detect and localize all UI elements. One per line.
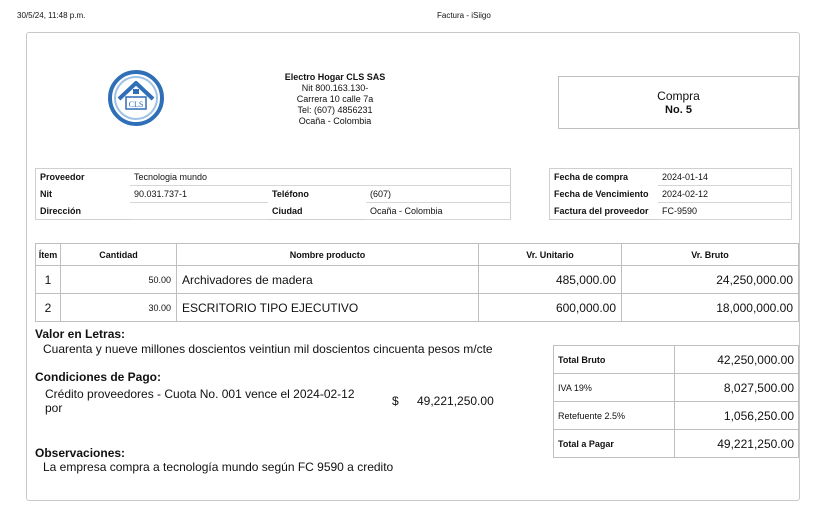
item-quantity: 30.00 (61, 294, 177, 322)
document-type: Compra (657, 89, 700, 103)
factura-proveedor-value: FC-9590 (658, 203, 792, 220)
col-item: Ítem (36, 244, 61, 266)
item-number: 2 (36, 294, 61, 322)
provider-table (35, 168, 511, 220)
telefono-value: (607) (366, 186, 511, 203)
retefuente-label: Retefuente 2.5% (554, 402, 675, 430)
document-number: No. 5 (665, 104, 692, 116)
company-city: Ocaña - Colombia (298, 116, 372, 126)
ciudad-value: Ocaña - Colombia (366, 203, 511, 220)
condiciones-title: Condiciones de Pago: (35, 370, 162, 384)
totals-table (553, 345, 799, 458)
item-name: Archivadores de madera (177, 266, 479, 294)
factura-proveedor-label: Factura del proveedor (554, 205, 649, 216)
company-logo-icon (107, 69, 165, 127)
item-gross: 18,000,000.00 (622, 294, 799, 322)
telefono-label: Teléfono (272, 189, 309, 200)
total-pagar-value: 49,221,250.00 (675, 430, 799, 458)
fecha-vencimiento-label: Fecha de Vencimiento (554, 189, 649, 199)
col-cantidad: Cantidad (61, 244, 177, 266)
company-phone: Tel: (607) 4856231 (297, 105, 373, 115)
col-bruto: Vr. Bruto (622, 244, 799, 266)
total-bruto-label: Total Bruto (554, 346, 675, 374)
document-box (558, 76, 799, 129)
item-name: ESCRITORIO TIPO EJECUTIVO (177, 294, 479, 322)
items-table (35, 243, 799, 322)
observaciones-title: Observaciones: (35, 446, 126, 460)
total-pagar-label: Total a Pagar (554, 430, 675, 458)
print-datetime: 30/5/24, 11:48 p.m. (17, 11, 86, 20)
retefuente-value: 1,056,250.00 (675, 402, 799, 430)
item-unit-price: 485,000.00 (479, 266, 622, 294)
valor-letras-text: Cuarenta y nueve millones doscientos veintiun mil doscientos cincuenta pesos m/cte (43, 342, 493, 356)
item-number: 1 (36, 266, 61, 294)
table-row (36, 294, 799, 322)
observaciones-text: La empresa compra a tecnología mundo según FC 9590 a credito (43, 460, 394, 474)
nit-value: 90.031.737-1 (130, 186, 268, 203)
provider-label: Proveedor (40, 172, 85, 183)
item-gross: 24,250,000.00 (622, 266, 799, 294)
ciudad-label: Ciudad (272, 205, 303, 216)
total-bruto-value: 42,250,000.00 (675, 346, 799, 374)
col-nombre: Nombre producto (177, 244, 479, 266)
fecha-vencimiento-value: 2024-02-12 (658, 186, 792, 203)
iva-label: IVA 19% (554, 374, 675, 402)
direccion-value (130, 203, 268, 220)
fecha-compra-label: Fecha de compra (554, 172, 629, 183)
nit-label: Nit (40, 189, 52, 199)
fecha-compra-value: 2024-01-14 (658, 169, 792, 186)
condiciones-amount: 49,221,250.00 (417, 394, 494, 408)
dates-table (549, 168, 792, 220)
item-unit-price: 600,000.00 (479, 294, 622, 322)
item-quantity: 50.00 (61, 266, 177, 294)
invoice-page (26, 32, 800, 501)
company-name: Electro Hogar CLS SAS (284, 72, 386, 82)
logo-text: CLS (128, 100, 144, 109)
condiciones-line1: Crédito proveedores - Cuota No. 001 vence el 2024-02-12 (45, 387, 355, 401)
print-title: Factura - iSiigo (437, 11, 491, 20)
valor-letras-title: Valor en Letras: (35, 327, 126, 341)
condiciones-line2: por (45, 401, 63, 415)
iva-value: 8,027,500.00 (675, 374, 799, 402)
company-address: Carrera 10 calle 7a (296, 94, 374, 104)
condiciones-currency: $ (392, 394, 399, 408)
table-row (36, 266, 799, 294)
direccion-label: Dirección (40, 205, 82, 216)
col-unitario: Vr. Unitario (479, 244, 622, 266)
provider-value: Tecnologia mundo (130, 169, 511, 186)
company-info (235, 72, 435, 127)
company-nit: Nit 800.163.130- (301, 83, 369, 93)
